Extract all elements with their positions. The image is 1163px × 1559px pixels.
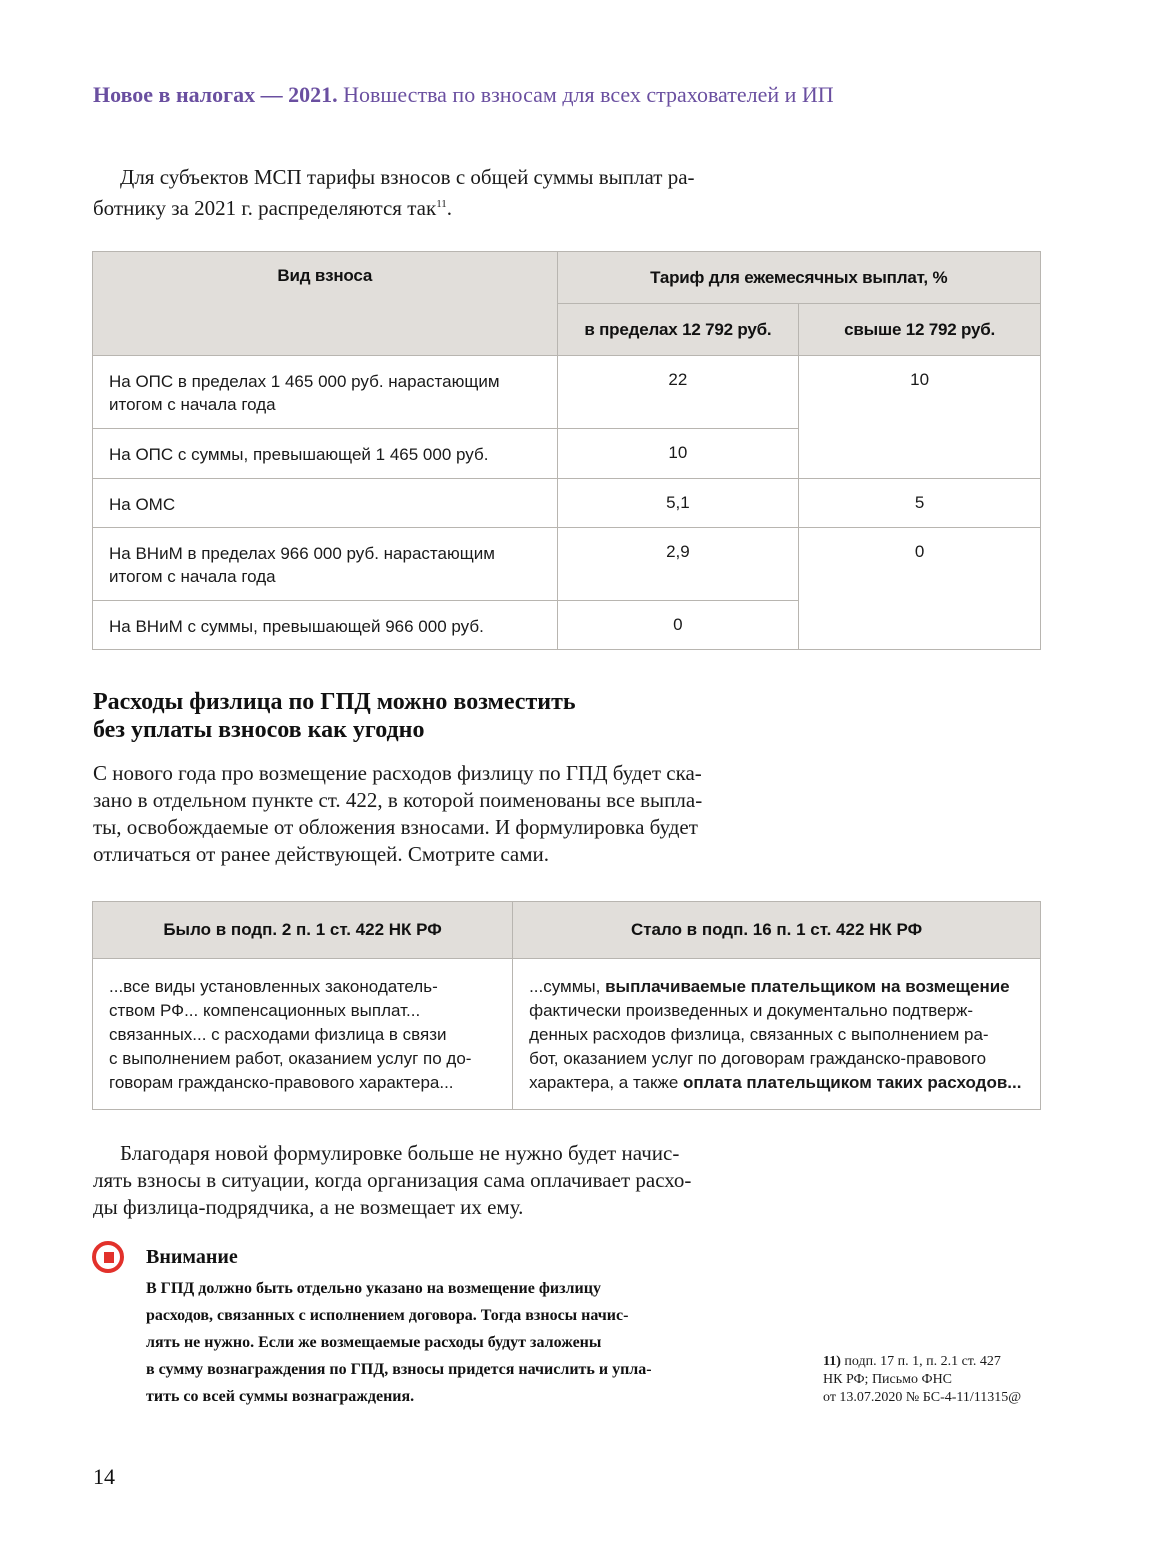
footnote — [823, 1353, 1021, 1407]
section-paragraph — [93, 760, 773, 868]
table-row — [93, 528, 1041, 601]
warning-line: лять не нужно. Если же возмещаемые расходы будут заложены — [146, 1334, 602, 1351]
after-line: денных расходов физлица, связанных с выполнением ра- — [529, 1025, 989, 1044]
running-header-subtitle: Новшества по взносам для всех страхователей и ИП — [343, 82, 834, 107]
warning-line: В ГПД должно быть отдельно указано на возмещение физлицу — [146, 1280, 601, 1297]
tariff-table — [92, 251, 1041, 650]
intro-period: . — [446, 196, 453, 220]
after-line — [529, 975, 1024, 999]
intro-paragraph — [93, 164, 773, 222]
footnote-line — [823, 1353, 1021, 1371]
row-label: На ВНиМ в пределах 966 000 руб. нарастающим итогом с начала года — [93, 528, 558, 601]
paragraph-line: лять взносы в ситуации, когда организация сама оплачивает расхо- — [93, 1168, 692, 1192]
footnote-line: от 13.07.2020 № БС-4-11/11315@ — [823, 1390, 1022, 1405]
before-text — [93, 959, 513, 1110]
row-label: На ВНиМ с суммы, превышающей 966 000 руб. — [93, 601, 558, 650]
comparison-table — [92, 901, 1041, 1110]
row-label: На ОПС с суммы, превышающей 1 465 000 руб. — [93, 429, 558, 479]
warning-title: Внимание — [146, 1246, 238, 1268]
row-within-value: 2,9 — [557, 528, 799, 601]
before-line: с выполнением работ, оказанием услуг по до- — [109, 1049, 472, 1068]
stop-icon — [92, 1241, 124, 1273]
row-within-value: 22 — [557, 356, 799, 429]
stop-icon-square — [104, 1252, 114, 1263]
intro-line — [93, 191, 773, 222]
header-before: Было в подп. 2 п. 1 ст. 422 НК РФ — [93, 902, 513, 959]
paragraph-line: зано в отдельном пункте ст. 422, в которой поименованы все выпла- — [93, 788, 703, 812]
conclusion-paragraph — [93, 1140, 773, 1221]
row-within-value: 5,1 — [557, 479, 799, 528]
footnote-number: 11) — [823, 1354, 841, 1369]
header-after: Стало в подп. 16 п. 1 ст. 422 НК РФ — [513, 902, 1041, 959]
row-above-value: 5 — [799, 479, 1041, 528]
after-text — [513, 959, 1041, 1110]
footnote-line: НК РФ; Письмо ФНС — [823, 1372, 953, 1387]
table-row — [93, 479, 1041, 528]
warning-line: тить со всей суммы вознаграждения. — [146, 1388, 415, 1405]
paragraph-line: С нового года про возмещение расходов физлицу по ГПД будет ска- — [93, 761, 702, 785]
row-within-value: 10 — [557, 429, 799, 479]
before-line: ...все виды установленных законодатель- — [109, 977, 438, 996]
running-header-title: Новое в налогах — 2021. — [93, 82, 338, 107]
row-within-value: 0 — [557, 601, 799, 650]
section-heading-line: Расходы физлица по ГПД можно возместить — [93, 689, 576, 715]
intro-line: Для субъектов МСП тарифы взносов с общей суммы выплат ра- — [120, 165, 695, 189]
intro-text: ботнику за 2021 г. распределяются так — [93, 196, 437, 220]
footnote-ref[interactable]: 11 — [436, 198, 447, 210]
warning-line: расходов, связанных с исполнением договора. Тогда взносы начис- — [146, 1307, 629, 1324]
section-heading-line: без уплаты взносов как угодно — [93, 717, 425, 743]
after-line: бот, оказанием услуг по договорам гражданско-правового — [529, 1049, 987, 1068]
table-row — [93, 959, 1041, 1110]
header-above-limit: свыше 12 792 руб. — [799, 304, 1041, 356]
section-heading — [93, 688, 576, 744]
paragraph-line: ды физлица-подрядчика, а не возмещает их ему. — [93, 1195, 524, 1219]
after-line: фактически произведенных и документально подтверж- — [529, 1001, 974, 1020]
row-label: На ОМС — [93, 479, 558, 528]
after-emphasis: оплата плательщиком таких расходов... — [683, 1073, 1022, 1092]
warning-line: в сумму вознаграждения по ГПД, взносы придется начислить и упла- — [146, 1361, 652, 1378]
footnote-text: подп. 17 п. 1, п. 2.1 ст. 427 — [840, 1354, 1001, 1369]
running-header — [93, 82, 834, 108]
paragraph-line: ты, освобождаемые от обложения взносами. И формулировка будет — [93, 815, 698, 839]
page-number: 14 — [93, 1464, 115, 1489]
before-line: говорам гражданско-правового характера... — [109, 1073, 454, 1092]
row-label: На ОПС в пределах 1 465 000 руб. нарастающим итогом с начала года — [93, 356, 558, 429]
paragraph-line: Благодаря новой формулировке больше не нужно будет начис- — [120, 1141, 680, 1165]
header-contribution-type: Вид взноса — [93, 252, 558, 356]
after-plain: характера, а также — [529, 1073, 683, 1092]
table-row — [93, 356, 1041, 429]
after-emphasis: выплачиваемые плательщиком на возмещение — [605, 977, 1010, 996]
paragraph-line: отличаться от ранее действующей. Смотрите сами. — [93, 842, 549, 866]
row-above-value: 0 — [799, 528, 1041, 650]
after-plain: ...суммы, — [529, 977, 606, 996]
before-line: ством РФ... компенсационных выплат... — [109, 1001, 421, 1020]
before-line: связанных... с расходами физлица в связи — [109, 1025, 447, 1044]
header-within-limit: в пределах 12 792 руб. — [557, 304, 799, 356]
row-above-value: 10 — [799, 356, 1041, 479]
header-tariff: Тариф для ежемесячных выплат, % — [557, 252, 1040, 304]
after-line — [529, 1071, 1024, 1095]
warning-body — [146, 1275, 652, 1410]
